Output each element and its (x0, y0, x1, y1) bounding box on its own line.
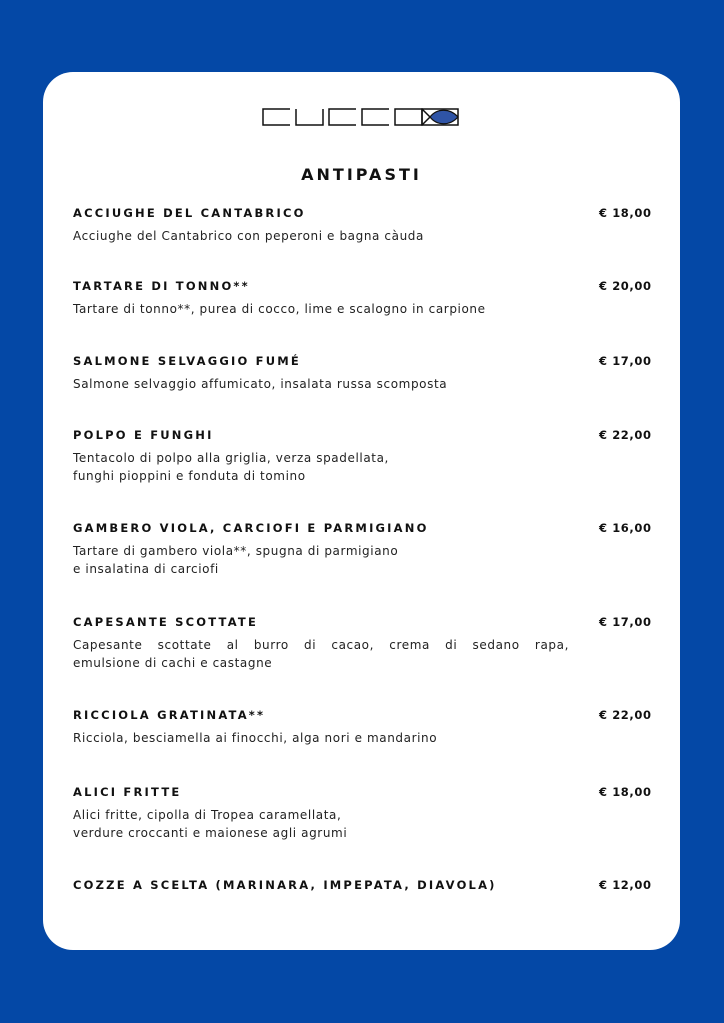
dish-price: € 20,00 (599, 279, 652, 293)
dish-description (73, 300, 486, 318)
dish-price: € 22,00 (599, 428, 652, 442)
dish-price: € 22,00 (599, 708, 652, 722)
cucco-logo (260, 105, 460, 129)
dish-name: COZZE A SCELTA (MARINARA, IMPEPATA, DIAVOLA) (73, 878, 497, 892)
dish-name: CAPESANTE SCOTTATE (73, 615, 259, 629)
dish-price: € 17,00 (599, 354, 652, 368)
menu-card (43, 72, 680, 950)
dish-description (73, 449, 389, 485)
description-line: Ricciola, besciamella ai finocchi, alga nori e mandarino (73, 731, 438, 745)
description-line: emulsione di cachi e castagne (73, 656, 273, 670)
description-line: verdure croccanti e maionese agli agrumi (73, 826, 348, 840)
dish-description (73, 375, 447, 393)
dish-name: TARTARE DI TONNO** (73, 279, 250, 293)
description-line: Salmone selvaggio affumicato, insalata russa scomposta (73, 377, 448, 391)
dish-name: POLPO E FUNGHI (73, 428, 214, 442)
dish-description (73, 729, 437, 747)
dish-description (73, 227, 424, 245)
description-line: Tartare di gambero viola**, spugna di parmigiano (73, 544, 399, 558)
dish-price: € 18,00 (599, 206, 652, 220)
dish-description (73, 542, 398, 578)
dish-name: GAMBERO VIOLA, CARCIOFI E PARMIGIANO (73, 521, 429, 535)
dish-price: € 17,00 (599, 615, 652, 629)
description-line: Capesante scottate al burro di cacao, crema di sedano rapa, (73, 638, 569, 652)
dish-price: € 12,00 (599, 878, 652, 892)
description-line: Tentacolo di polpo alla griglia, verza spadellata, (73, 451, 389, 465)
dish-name: ALICI FRITTE (73, 785, 182, 799)
description-line: e insalatina di carciofi (73, 562, 219, 576)
dish-name: SALMONE SELVAGGIO FUMÉ (73, 354, 301, 368)
fish-icon (422, 109, 458, 125)
description-line: funghi pioppini e fonduta di tomino (73, 469, 306, 483)
description-line: Tartare di tonno**, purea di cocco, lime e scalogno in carpione (73, 302, 486, 316)
dish-description (73, 806, 347, 842)
section-title: ANTIPASTI (301, 165, 422, 184)
dish-price: € 16,00 (599, 521, 652, 535)
dish-name: ACCIUGHE DEL CANTABRICO (73, 206, 306, 220)
dish-price: € 18,00 (599, 785, 652, 799)
description-line: Alici fritte, cipolla di Tropea caramellata, (73, 808, 342, 822)
dish-name: RICCIOLA GRATINATA** (73, 708, 266, 722)
description-line: Acciughe del Cantabrico con peperoni e bagna càuda (73, 229, 424, 243)
dish-description (73, 636, 569, 672)
